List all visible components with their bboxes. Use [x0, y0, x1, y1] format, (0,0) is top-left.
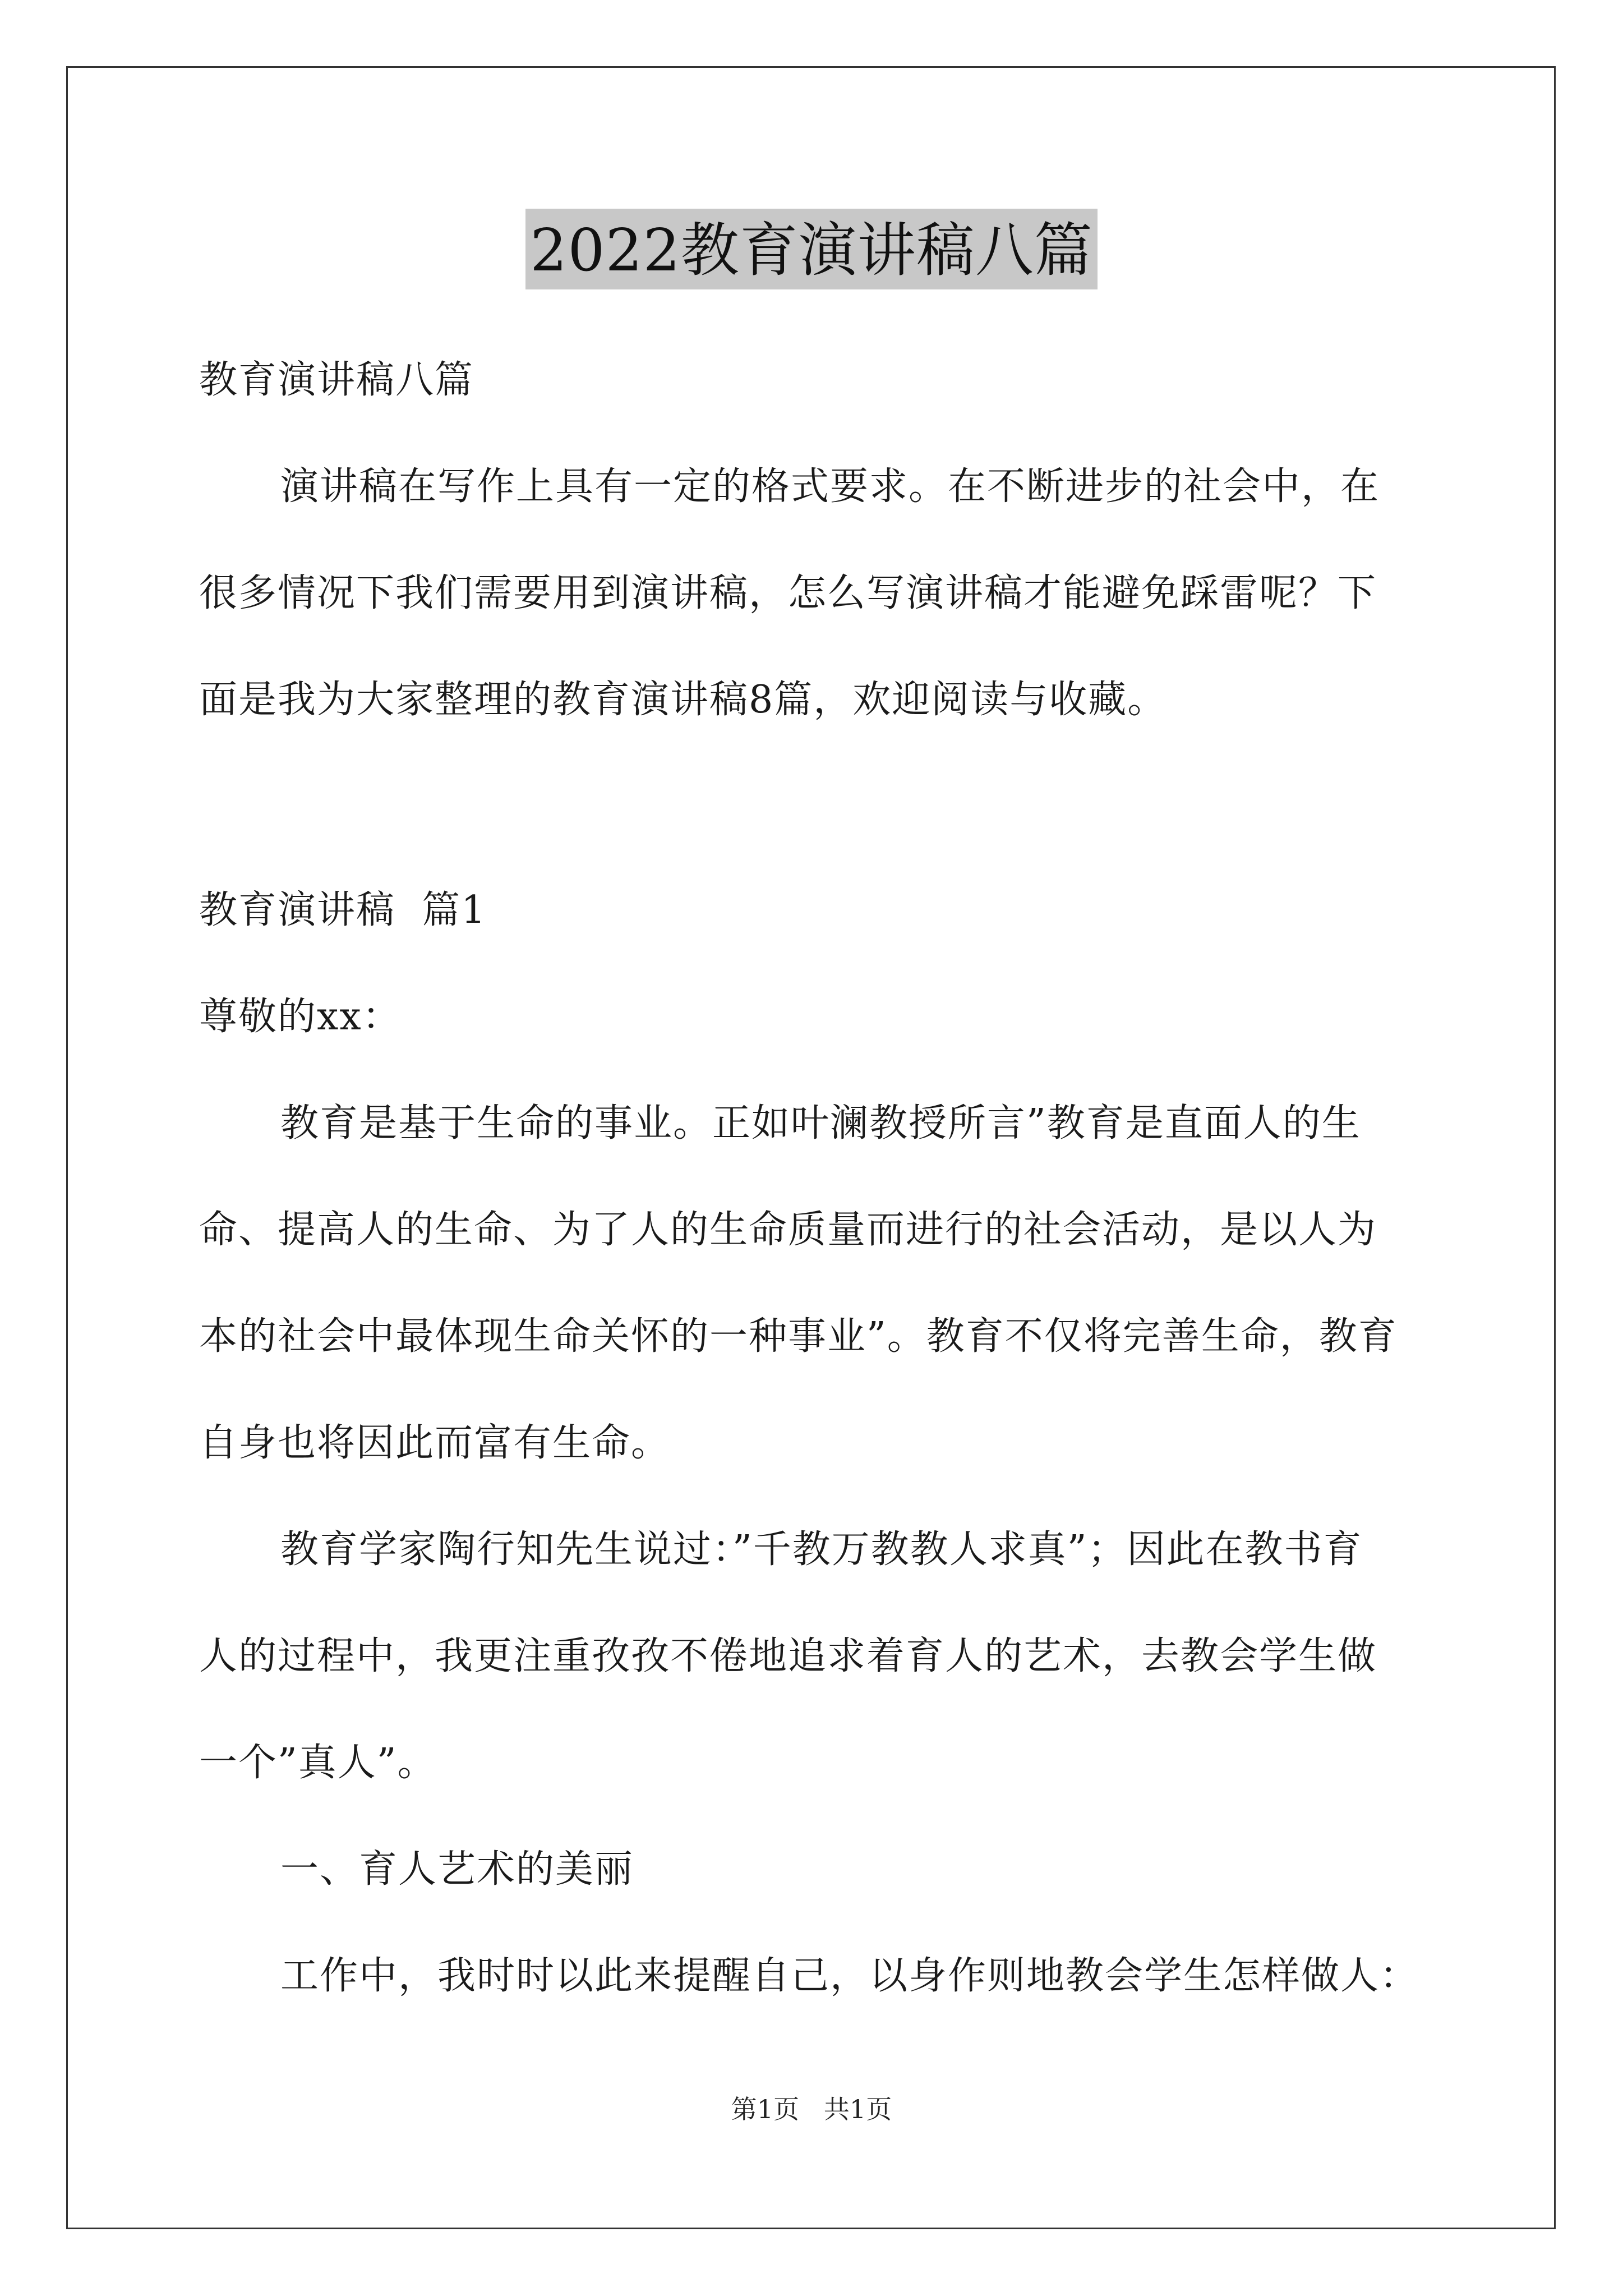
para3-line-1: 工作中，我时时以此来提醒自己，以身作则地教会学生怎样做人： — [280, 1954, 1419, 1998]
para1-line-1: 教育是基于生命的事业。正如叶澜教授所言”教育是直面人的生 — [280, 1101, 1361, 1145]
para2-line-2: 人的过程中，我更注重孜孜不倦地追求着育人的艺术，去教会学生做 — [199, 1634, 1377, 1678]
sub-heading: 一、育人艺术的美丽 — [280, 1847, 634, 1892]
para1-line-4: 自身也将因此而富有生命。 — [199, 1421, 671, 1465]
salutation: 尊敬的xx： — [199, 995, 402, 1039]
para2-line-1: 教育学家陶行知先生说过：”千教万教教人求真”；因此在教书育 — [280, 1527, 1363, 1572]
title-container — [0, 209, 1623, 289]
intro-line-1: 演讲稿在写作上具有一定的格式要求。在不断进步的社会中，在 — [280, 464, 1380, 509]
document-subtitle: 教育演讲稿八篇 — [199, 358, 474, 402]
document-title: 2022教育演讲稿八篇 — [525, 209, 1098, 289]
para1-line-2: 命、提高人的生命、为了人的生命质量而进行的社会活动，是以人为 — [199, 1208, 1377, 1252]
para2-line-3: 一个”真人”。 — [199, 1741, 437, 1785]
intro-line-2: 很多情况下我们需要用到演讲稿，怎么写演讲稿才能避免踩雷呢？下 — [199, 571, 1377, 615]
section-heading: 教育演讲稿 篇1 — [199, 888, 487, 932]
para1-line-3: 本的社会中最体现生命关怀的一种事业”。教育不仅将完善生命，教育 — [199, 1314, 1398, 1359]
page-footer: 第1页 共1页 — [731, 2094, 892, 2124]
intro-line-3: 面是我为大家整理的教育演讲稿8篇，欢迎阅读与收藏。 — [199, 678, 1167, 722]
